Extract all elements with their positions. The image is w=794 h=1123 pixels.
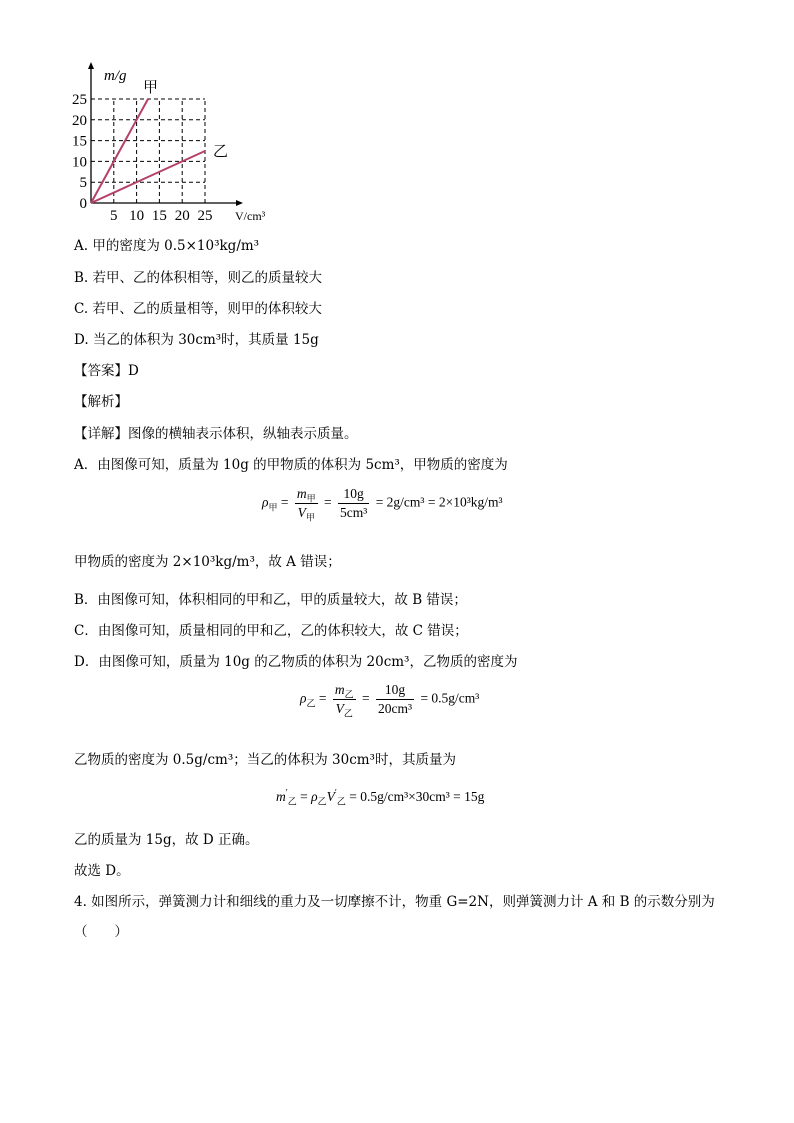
rho-symbol: ρ [311,789,318,804]
rho-subscript: 甲 [268,502,278,513]
x-axis-label: V/cm³ [235,209,266,223]
choose-text: 故选 D。 [74,863,130,879]
x-tick-label: 25 [197,208,213,224]
y-tick-label: 10 [72,154,87,171]
m-symbol: m [276,789,286,804]
y-tick-label: 20 [72,112,87,129]
v-symbol: V [335,701,344,716]
v-symbol: V [297,505,306,520]
y-tick-label: 0 [79,196,87,212]
series-label-jia: 甲 [143,78,159,96]
x-tick-label: 10 [129,208,145,224]
chart-series [91,99,205,203]
v-subscript: 甲 [305,512,315,523]
m-symbol: m [296,486,307,501]
v-subscript: 乙 [343,708,353,719]
denominator-value: 5cm³ [340,505,368,520]
m-subscript: 乙 [344,689,354,700]
y-tick-label: 5 [79,175,87,192]
chart-grid [91,99,205,203]
x-tick-label: 20 [174,208,190,224]
equation-density-yi: $\rho_乙$ = $\frac{m_乙}{V_乙}$ = $\frac{10g}{\text{20cm³}}$ = 0.5g/cm³ [300,682,480,719]
v-symbol: V [326,789,335,804]
x-tick-label: 15 [151,208,167,224]
series-line-jia [91,99,148,203]
equation-result: = 0.5g/cm³×30cm³ = 15g [349,789,485,804]
option-b: B. 若甲、乙的体积相等，则乙的质量较大 [74,270,323,286]
y-tick-label: 15 [72,133,87,150]
equation-result: = 0.5g/cm³ [420,690,480,706]
equation-density-jia: $\rho_甲$ = $\frac{m_甲}{V_甲}$ = $\frac{10g}{\text{5cm³}}$ = 2g/cm³ = 2×10³kg/m³ [262,486,503,523]
conclusion-d: 乙的质量为 15g，故 D 正确。 [74,832,259,848]
x-tick-label: 5 [110,208,118,224]
m-subscript: 甲 [306,493,316,504]
prime-mark: ′ [285,787,288,798]
y-axis-label: m/g [104,68,127,84]
numerator-value: 10g [376,682,414,700]
detail-text: 【详解】图像的横轴表示体积，纵轴表示质量。 [74,426,358,442]
conclusion-a: 甲物质的密度为 2×10³kg/m³，故 A 错误； [74,554,341,570]
part-c-text: C．由图像可知，质量相同的甲和乙，乙的体积较大，故 C 错误； [74,623,468,639]
series-line-yi [91,151,205,203]
rho-subscript: 乙 [317,796,327,807]
part-b-text: B．由图像可知，体积相同的甲和乙，甲的质量较大，故 B 错误； [74,592,467,608]
x-axis-arrow [236,200,243,206]
v-subscript: 乙 [336,796,346,807]
series-label-yi: 乙 [213,142,229,160]
rho-symbol: ρ [300,690,307,706]
numerator-value: 10g [338,486,369,504]
answer-label: 【答案】D [74,363,139,379]
fraction-values [338,486,369,521]
rho-symbol: ρ [262,494,269,510]
fraction-m-over-v [295,486,318,521]
option-c: C. 若甲、乙的质量相等，则甲的体积较大 [74,301,322,317]
mass-volume-chart [60,58,290,228]
y-tick-label: 25 [72,92,87,108]
part-d-text: D．由图像可知，质量为 10g 的乙物质的体积为 20cm³，乙物质的密度为 [74,654,518,670]
denominator-value: 20cm³ [378,701,413,716]
question-4-line2: （ ） [74,924,128,940]
equation-mass-yi: $m'_乙 = \rho_乙V'_乙 = 0.5g/cm^3\times 30cm^3 = 15g$ [276,787,485,807]
part-a-text: A．由图像可知，质量为 10g 的甲物质的体积为 5cm³，甲物质的密度为 [74,457,508,473]
prime-mark-v: ′ [334,787,337,798]
fraction-values [376,682,414,717]
option-a: A. 甲的密度为 0.5×10³kg/m³ [74,238,260,254]
y-axis-arrow [88,62,94,69]
rho-subscript: 乙 [306,698,316,709]
analysis-label: 【解析】 [74,394,128,410]
equation-result: = 2g/cm³ = 2×10³kg/m³ [375,494,503,510]
question-4-line1: 4. 如图所示，弹簧测力计和细线的重力及一切摩擦不计，物重 G=2N，则弹簧测力计 A 和 B 的示数分别为 [74,894,715,910]
option-d: D. 当乙的体积为 30cm³时，其质量 15g [74,332,319,348]
m-subscript: 乙 [287,796,297,807]
fraction-m-over-v [333,682,356,717]
part-d-line2: 乙物质的密度为 0.5g/cm³；当乙的体积为 30cm³时，其质量为 [74,752,456,768]
m-symbol: m [334,682,345,697]
